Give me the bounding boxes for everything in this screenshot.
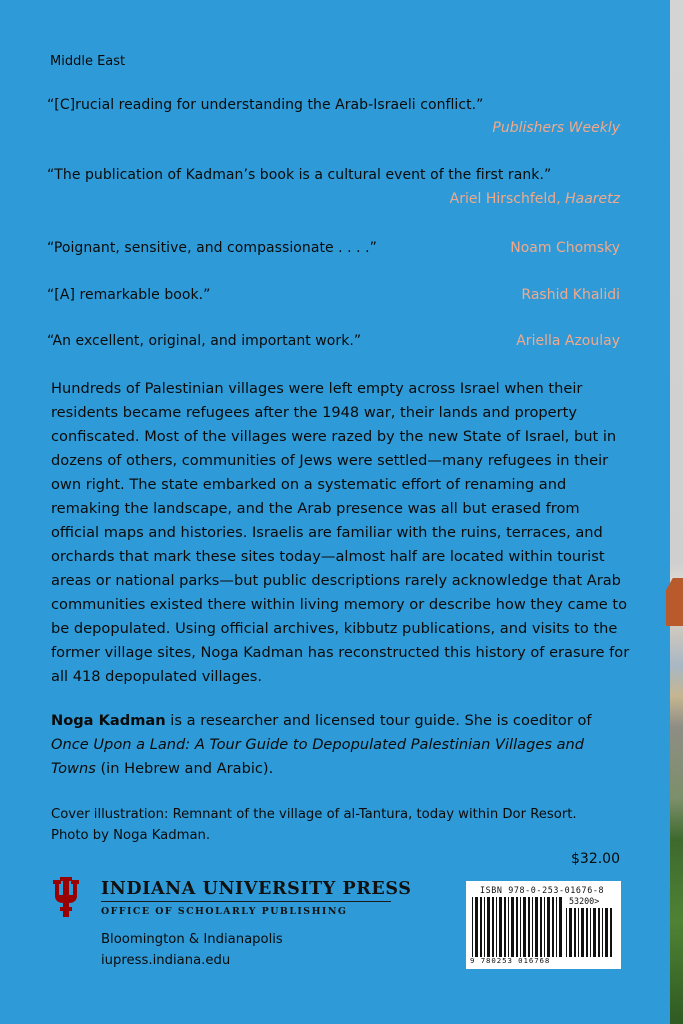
coedited-title: Once Upon a Land: A Tour Guide to Depopulated Palestinian Villages and Towns	[51, 736, 585, 777]
ean-barcode-bars	[472, 897, 564, 957]
barcode-bar	[496, 897, 497, 957]
book-description: Hundreds of Palestinian villages were left empty across Israel when their residents became refugees after the 1948 war, their lands and property confiscated. Most of the villages were razed by the new State of Israel, but in dozens of others, communities of Jews were settled—many refugees in their own right. The state embarked on a systematic effort of renaming and remaking the landscape, and the Arab presence was all but erased from official maps and histories. Israelis are familiar with the ruins, terraces, and orchards that mark these sites today—almost half are located within tourist areas or national parks—but public descriptions rarely acknowledge that Arab communities existed there within living memory or describe how they came to be depopulated. Using official archives, kibbutz publications, and visits to the former village sites, Noga Kadman has reconstructed this history of erasure for all 418 depopulated villages.	[51, 380, 630, 685]
praise-source: Rashid Khalidi	[521, 287, 620, 303]
barcode-bar	[602, 908, 603, 957]
publisher-name: INDIANA UNIVERSITY PRESS	[101, 879, 412, 899]
barcode-bar	[535, 897, 538, 957]
barcode-bar	[569, 908, 572, 957]
barcode-bar	[499, 897, 502, 957]
praise-source-name: Ariel Hirschfeld,	[449, 191, 566, 207]
bio-text: is a researcher and licensed tour guide. She is coeditor of	[165, 712, 592, 729]
barcode-bar	[581, 908, 584, 957]
praise-source	[492, 120, 620, 136]
praise-quote: “The publication of Kadman’s book is a cultural event of the first rank.”	[47, 167, 552, 183]
bio-text: (in Hebrew and Arabic).	[95, 760, 274, 777]
praise-quote: “An excellent, original, and important work.”	[47, 333, 362, 349]
publisher-subtitle: OFFICE OF SCHOLARLY PUBLISHING	[101, 906, 348, 917]
praise-quote: “Poignant, sensitive, and compassionate . . . .”	[47, 240, 377, 256]
author-name: Noga Kadman	[51, 712, 166, 729]
cover-photo-edge	[670, 0, 683, 1024]
barcode-bar	[566, 908, 567, 957]
barcode-bar	[516, 897, 518, 957]
barcode-bar	[487, 897, 490, 957]
praise-source-pub: Haaretz	[565, 191, 620, 207]
barcode-bar	[475, 897, 478, 957]
barcode-bar	[511, 897, 514, 957]
barcode-bar	[540, 897, 542, 957]
barcode-bar	[552, 897, 554, 957]
barcode-bar	[528, 897, 530, 957]
barcode-bar	[586, 908, 588, 957]
addon-barcode-bars	[566, 908, 614, 957]
barcode-bar	[492, 897, 494, 957]
isbn-barcode	[466, 881, 621, 969]
barcode-bar	[574, 908, 576, 957]
praise-source: Noam Chomsky	[510, 240, 620, 256]
barcode-bar	[547, 897, 550, 957]
cover-credit-line: Cover illustration: Remnant of the village of al-Tantura, today within Dor Resort.	[51, 807, 577, 822]
cover-credit-line: Photo by Noga Kadman.	[51, 828, 211, 843]
barcode-bar	[504, 897, 506, 957]
barcode-bar	[556, 897, 557, 957]
barcode-bar	[508, 897, 509, 957]
praise-source-pub: Publishers Weekly	[492, 120, 620, 136]
barcode-bar	[593, 908, 596, 957]
author-bio	[51, 709, 631, 781]
barcode-bar	[472, 897, 473, 957]
barcode-bar	[610, 908, 612, 957]
publisher-city: Bloomington & Indianapolis	[101, 932, 283, 947]
barcode-bar	[520, 897, 521, 957]
praise-quote: “[A] remarkable book.”	[47, 287, 211, 303]
barcode-bar	[598, 908, 600, 957]
barcode-bar	[578, 908, 579, 957]
barcode-bar	[523, 897, 526, 957]
barcode-bar	[532, 897, 533, 957]
barcode-bar	[605, 908, 608, 957]
barcode-bar	[590, 908, 591, 957]
iu-trident-logo-icon	[49, 877, 83, 917]
barcode-addon-digits: 53200>	[569, 896, 600, 906]
praise-source	[450, 191, 620, 207]
publisher-divider	[101, 901, 391, 902]
barcode-bar	[480, 897, 482, 957]
publisher-url: iupress.indiana.edu	[101, 953, 231, 968]
barcode-bar	[544, 897, 545, 957]
isbn-number: ISBN 978-0-253-01676-8	[480, 885, 605, 895]
barcode-bar	[484, 897, 485, 957]
price: $32.00	[571, 851, 620, 867]
ean-digits: 9 780253 016768	[470, 956, 551, 965]
praise-source: Ariella Azoulay	[516, 333, 620, 349]
barcode-bar	[559, 897, 562, 957]
cover-credit	[51, 804, 651, 846]
praise-quote: “[C]rucial reading for understanding the Arab-Israeli conflict.”	[47, 97, 484, 113]
category-label: Middle East	[50, 54, 126, 69]
